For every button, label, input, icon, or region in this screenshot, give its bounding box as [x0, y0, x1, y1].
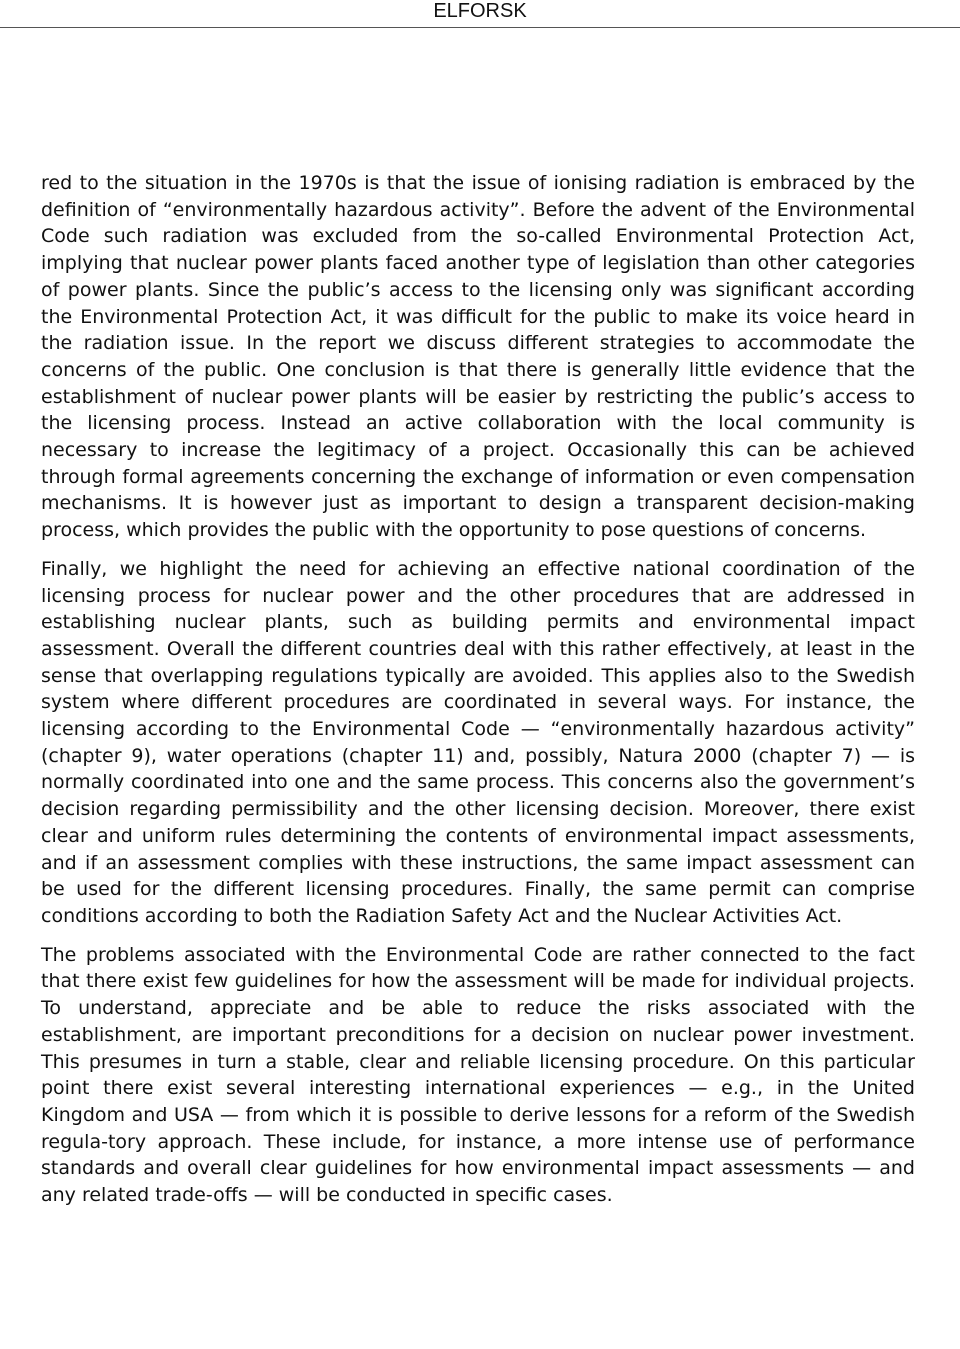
- paragraph-1: red to the situation in the 1970s is that the issue of ionising radiation is embraced by the definition of “environmentally hazardous activity”. Before the advent of the Environmental Code such radiation was excluded from the so-called Environmental Protection Act, implying that nuclear power plants faced another type of legislation than other categories of power plants. Since the public’s access to the licensing only was significant according the Environmental Protection Act, it was difficult for the public to make its voice heard in the radiation issue. In the report we discuss different strategies to accommodate the concerns of the public. One conclusion is that there is generally little evidence that the establishment of nuclear power plants will be easier by restricting the public’s access to the licensing process. Instead an active collaboration with the local community is necessary to increase the legitimacy of a project. Occasionally this can be achieved through formal agreements concerning the exchange of information or even compensation mechanisms. It is however just as important to design a transparent decision-making process, which provides the public with the opportunity to pose questions of concerns.: [41, 172, 915, 542]
- page-header: [0, 0, 960, 28]
- paragraph-2: Finally, we highlight the need for achieving an effective national coordination of the licensing process for nuclear power and the other procedures that are addressed in establishing nuclear plants, such as building permits and environmental impact assessment. Overall the different countries deal with this rather effectively, at least in the sense that overlapping regulations typically are avoided. This applies also to the Swedish system where different procedures are coordinated in several ways. For instance, the licensing according to the Environmental Code — “environmentally hazardous activity” (chapter 9), water operations (chapter 11) and, possibly, Natura 2000 (chapter 7) — is normally coordinated into one and the same process. This concerns also the government’s decision regarding permissibility and the other licensing decision. Moreover, there exist clear and uniform rules determining the contents of environmental impact assessments, and if an assessment complies with these instructions, the same impact assessment can be used for the different licensing procedures. Finally, the same permit can comprise conditions according to both the Radiation Safety Act and the Nuclear Activities Act.: [41, 557, 915, 927]
- paragraph-3: The problems associated with the Environmental Code are rather connected to the fact that there exist few guidelines for how the assessment will be made for individual projects. To understand, appreciate and be able to reduce the risks associated with the establishment, are important preconditions for a decision on nuclear power investment. This presumes in turn a stable, clear and reliable licensing procedure. On this particular point there exist several interesting international experiences — e.g., in the United Kingdom and USA — from which it is possible to derive lessons for a reform of the Swedish regula-tory approach. These include, for instance, a more intense use of performance standards and overall clear guidelines for how environmental impact assessments — and any related trade-offs — will be conducted in specific cases.: [41, 943, 915, 1207]
- document-body: [41, 170, 915, 1209]
- header-title: ELFORSK: [433, 0, 527, 22]
